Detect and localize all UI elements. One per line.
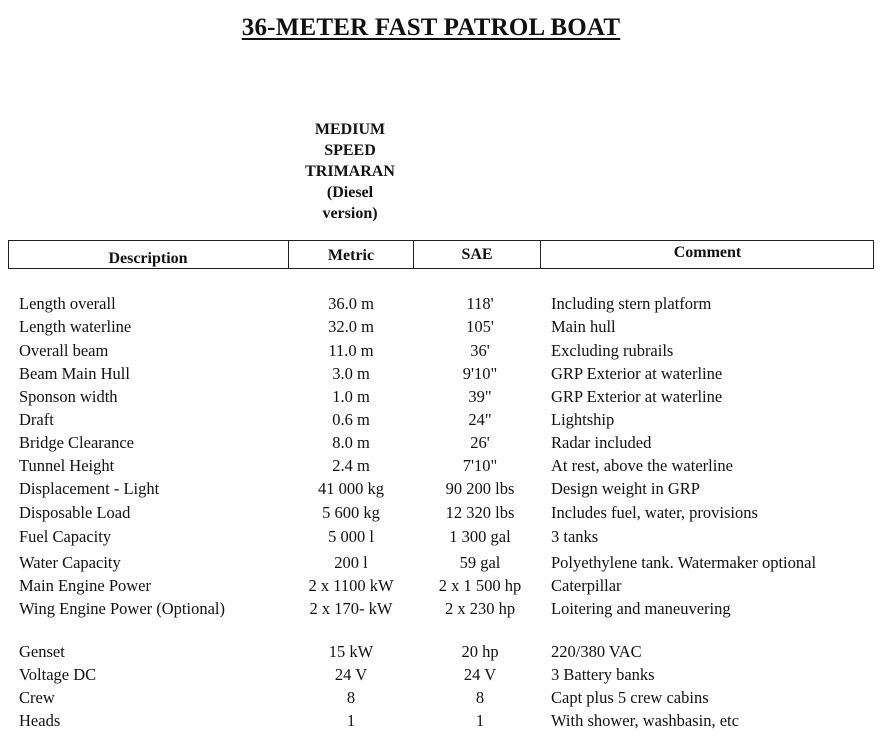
column-header-description: Description (108, 250, 188, 267)
spec-metric-value: 8 (346, 688, 356, 707)
spec-description: Sponson width (19, 387, 118, 406)
spec-sae-value: 12 320 lbs (445, 503, 515, 522)
spec-sae-value: 2 x 1 500 hp (438, 576, 522, 595)
spec-description: Water Capacity (19, 553, 121, 572)
spec-metric-value: 1.0 m (332, 387, 370, 406)
column-header-sae: SAE (461, 246, 493, 263)
spec-metric-value: 8.0 m (332, 433, 370, 452)
table-row (0, 341, 890, 364)
spec-metric-value: 2 x 170- kW (309, 599, 393, 618)
spec-comment: GRP Exterior at waterline (551, 387, 723, 406)
spec-sae-value: 7'10" (462, 456, 498, 475)
spec-comment: 3 tanks (551, 527, 599, 546)
spec-comment: Including stern platform (551, 294, 712, 313)
spec-comment: Excluding rubrails (551, 341, 674, 360)
table-row (0, 688, 890, 711)
spec-comment: Caterpillar (551, 576, 622, 595)
spec-sae-value: 105' (466, 317, 494, 336)
spec-metric-value: 5 000 l (328, 527, 374, 546)
table-row (0, 527, 890, 550)
table-row (0, 294, 890, 317)
table-row (0, 576, 890, 599)
spec-sae-value: 9'10" (462, 364, 498, 383)
spec-sae-value: 24 V (463, 665, 497, 684)
column-header-metric: Metric (327, 247, 375, 264)
table-row (0, 479, 890, 502)
spec-comment: 220/380 VAC (551, 642, 642, 661)
table-row (0, 433, 890, 456)
spec-metric-value: 0.6 m (332, 410, 370, 429)
vessel-type-line: MEDIUM (314, 121, 386, 138)
spec-sae-value: 39" (468, 387, 492, 406)
spec-description: Overall beam (19, 341, 109, 360)
spec-sae-value: 8 (475, 688, 485, 707)
spec-metric-value: 36.0 m (328, 294, 374, 313)
spec-sae-value: 20 hp (461, 642, 499, 661)
spec-description: Heads (19, 711, 61, 730)
spec-description: Genset (19, 642, 65, 661)
vessel-type-heading (290, 119, 410, 224)
spec-comment: Radar included (551, 433, 652, 452)
spec-comment: GRP Exterior at waterline (551, 364, 723, 383)
vessel-type-line: version) (322, 205, 378, 222)
spec-metric-value: 3.0 m (332, 364, 370, 383)
vessel-type-line: (Diesel (326, 184, 374, 201)
spec-metric-value: 24 V (334, 665, 368, 684)
table-row (0, 665, 890, 688)
spec-metric-value: 2 x 1100 kW (308, 576, 394, 595)
spec-description: Length overall (19, 294, 116, 313)
spec-description: Crew (19, 688, 55, 707)
table-row (0, 642, 890, 665)
table-row (0, 503, 890, 526)
spec-metric-value: 41 000 kg (318, 479, 384, 498)
spec-sae-value: 36' (470, 341, 490, 360)
spec-sae-value: 90 200 lbs (445, 479, 515, 498)
spec-sae-value: 59 gal (459, 553, 501, 572)
spec-comment: With shower, washbasin, etc (551, 711, 739, 730)
table-row (0, 364, 890, 387)
column-header-comment: Comment (673, 244, 742, 261)
spec-comment: Main hull (551, 317, 616, 336)
table-row (0, 599, 890, 622)
spec-sae-value: 1 (475, 711, 485, 730)
table-row (0, 387, 890, 410)
spec-metric-value: 32.0 m (328, 317, 374, 336)
spec-description: Tunnel Height (19, 456, 115, 475)
table-row (0, 410, 890, 433)
spec-description: Draft (19, 410, 54, 429)
spec-metric-value: 200 l (334, 553, 368, 572)
table-row (0, 317, 890, 340)
spec-metric-value: 11.0 m (328, 341, 374, 360)
vessel-type-line: TRIMARAN (305, 163, 395, 180)
spec-comment: Includes fuel, water, provisions (551, 503, 758, 522)
spec-description: Length waterline (19, 317, 132, 336)
spec-description: Voltage DC (19, 665, 97, 684)
spec-metric-value: 2.4 m (332, 456, 370, 475)
table-row (0, 553, 890, 576)
document-title: 36-METER FAST PATROL BOAT (241, 14, 621, 41)
spec-comment: Capt plus 5 crew cabins (551, 688, 709, 707)
spec-sae-value: 26' (470, 433, 490, 452)
spec-sae-value: 1 300 gal (449, 527, 511, 546)
spec-description: Wing Engine Power (Optional) (19, 599, 226, 618)
spec-description: Bridge Clearance (19, 433, 134, 452)
spec-comment: Loitering and maneuvering (551, 599, 731, 618)
spec-metric-value: 5 600 kg (322, 503, 380, 522)
spec-metric-value: 1 (346, 711, 356, 730)
spec-description: Beam Main Hull (19, 364, 130, 383)
spec-sae-value: 24" (468, 410, 492, 429)
spec-description: Disposable Load (19, 503, 131, 522)
spec-comment: 3 Battery banks (551, 665, 655, 684)
table-row (0, 456, 890, 479)
spec-description: Displacement - Light (19, 479, 160, 498)
spec-metric-value: 15 kW (328, 642, 374, 661)
spec-sae-value: 2 x 230 hp (444, 599, 516, 618)
spec-sae-value: 118' (466, 294, 494, 313)
spec-comment: Polyethylene tank. Watermaker optional (551, 553, 817, 572)
spec-description: Fuel Capacity (19, 527, 112, 546)
spec-description: Main Engine Power (19, 576, 151, 595)
vessel-type-line: SPEED (324, 142, 376, 159)
spec-comment: Lightship (551, 410, 615, 429)
table-row (0, 711, 890, 734)
spec-comment: Design weight in GRP (551, 479, 700, 498)
spec-comment: At rest, above the waterline (551, 456, 733, 475)
